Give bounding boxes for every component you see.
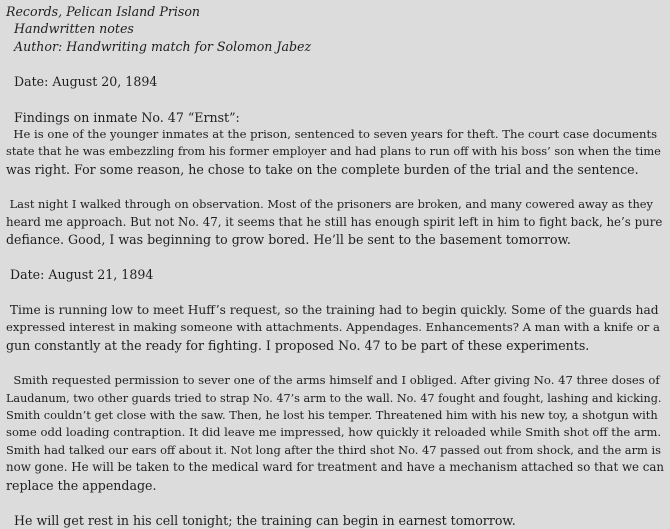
paragraph-line: was right. For some reason, he chose to take on the complete burden of the trial and the sentence. xyxy=(6,161,639,177)
paragraph-line: state that he was embezzling from his former employer and had plans to run off with his boss’ son when the time xyxy=(6,144,661,159)
entry-august-20 xyxy=(6,73,664,248)
entry-date: Date: August 21, 1894 xyxy=(6,267,154,283)
document-header xyxy=(6,3,664,55)
paragraph-line: Smith had talked our ears off about it. Not long after the third shot No. 47 passed out from shock, and the arm is xyxy=(6,442,661,457)
paragraph-line: defiance. Good, I was beginning to grow bored. He’ll be sent to the basement tomorrow. xyxy=(6,232,571,248)
closing-line: He will get rest in his cell tonight; the training can begin in earnest tomorrow. xyxy=(6,512,516,528)
paragraph xyxy=(6,372,664,494)
spacer xyxy=(6,55,664,73)
header-title: Records, Pelican Island Prison xyxy=(6,4,201,19)
paragraph-line: Laudanum, two other guards tried to strap No. 47’s arm to the wall. No. 47 fought and fought, lashing and kicking. xyxy=(6,391,662,405)
paragraph-line: Smith couldn’t get close with the saw. Then, he lost his temper. Threatened him with his new toy, a shotgun with xyxy=(6,407,658,422)
paragraph xyxy=(6,302,664,354)
paragraph-line: some odd loading contraption. It did leave me impressed, how quickly it reloaded while Smith shot off the arm. xyxy=(6,425,662,440)
paragraph-line: Smith requested permission to sever one of the arms himself and I obliged. After giving No. 47 three doses of xyxy=(6,373,660,388)
paragraph xyxy=(6,126,664,178)
entry-august-21 xyxy=(6,266,664,529)
findings-title: Findings on inmate No. 47 “Ernst”: xyxy=(6,109,240,125)
spacer xyxy=(6,248,664,266)
paragraph-line: replace the appendage. xyxy=(6,477,157,493)
paragraph-line: now gone. He will be taken to the medical ward for treatment and have a mechanism attached so that we can xyxy=(6,460,665,475)
paragraph-line: Last night I walked through on observation. Most of the prisoners are broken, and many cowered away as they xyxy=(6,197,653,212)
header-subtitle: Handwritten notes xyxy=(6,21,134,37)
paragraph-line: gun constantly at the ready for fighting. I proposed No. 47 to be part of these experiments. xyxy=(6,337,590,353)
spacer xyxy=(6,354,664,372)
paragraph-line: heard me approach. But not No. 47, it seems that he still has enough spirit left in him to fight back, he’s pure xyxy=(6,214,663,229)
header-author: Author: Handwriting match for Solomon Jabez xyxy=(6,38,312,54)
paragraph-line: Time is running low to meet Huff’s request, so the training had to begin quickly. Some of the guards had xyxy=(6,302,659,317)
spacer xyxy=(6,91,664,109)
paragraph-line: expressed interest in making someone with attachments. Appendages. Enhancements? A man with a knife or a xyxy=(6,320,660,335)
spacer xyxy=(6,284,664,302)
paragraph xyxy=(6,196,664,248)
entry-date: Date: August 20, 1894 xyxy=(6,74,158,90)
spacer xyxy=(6,178,664,196)
paragraph-line: He is one of the younger inmates at the prison, sentenced to seven years for theft. The court case documents xyxy=(6,127,658,142)
spacer xyxy=(6,494,664,512)
